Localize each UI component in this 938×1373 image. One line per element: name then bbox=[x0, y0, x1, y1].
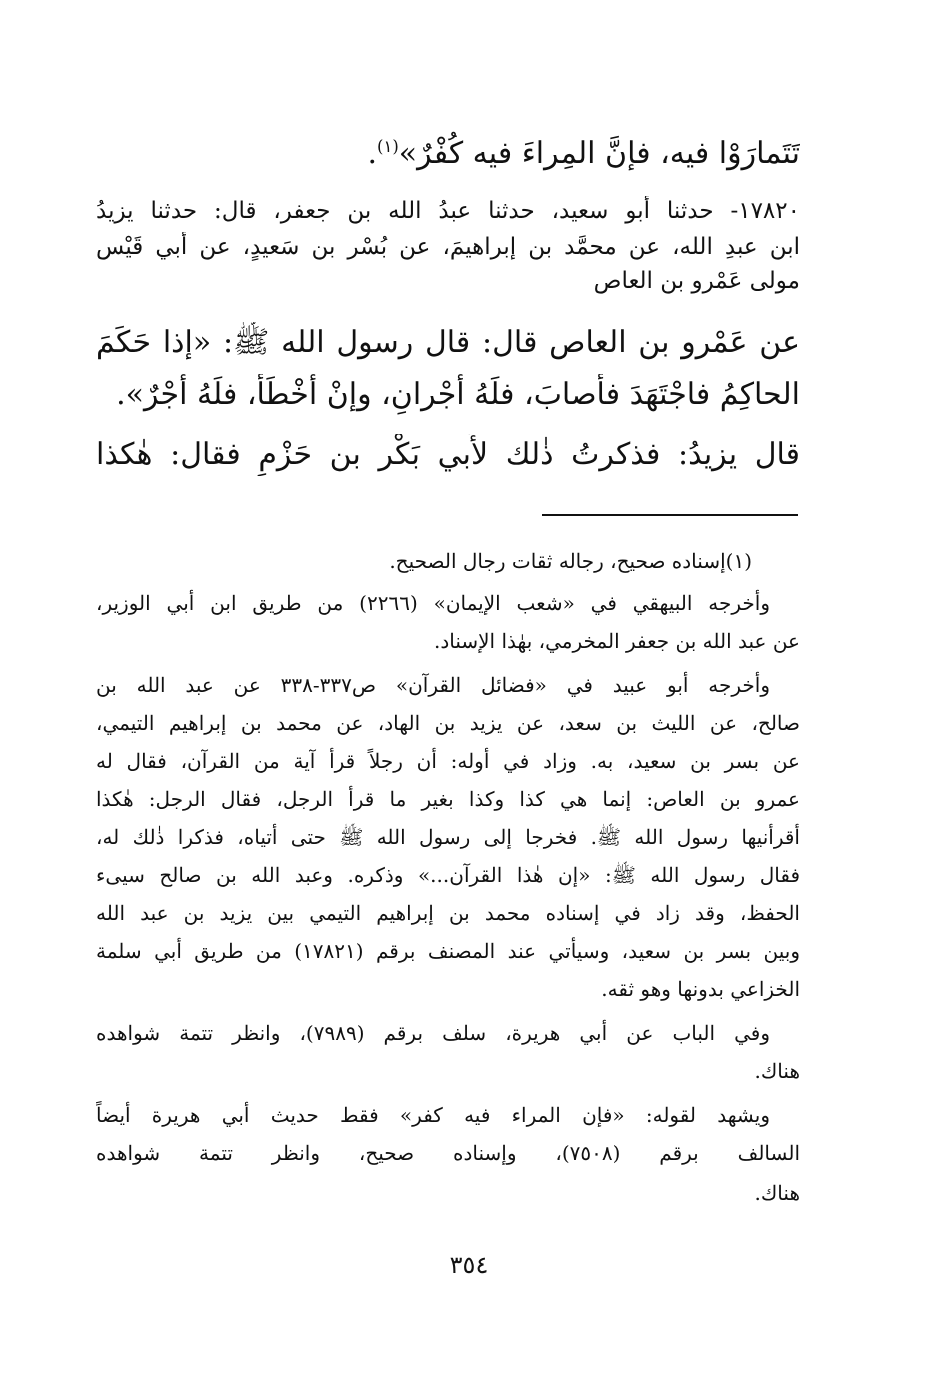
footnote-reference: (١) bbox=[377, 137, 399, 156]
footnote-line: وبين بسر بن سعيد، وسيأتي عند المصنف برقم (١٧٨٢١) من طريق أبي سلمة bbox=[96, 939, 800, 963]
footnote-line: عمرو بن العاص: إنما هي كذا وكذا بغير ما قرأ الرجل، فقال الرجل: هٰكذا bbox=[96, 787, 800, 811]
footnote-line: هناك. bbox=[754, 1059, 800, 1083]
footnote-line: الخزاعي بدونها وهو ثقه. bbox=[601, 977, 800, 1001]
footnote-line: وفي الباب عن أبي هريرة، سلف برقم (٧٩٨٩)، وانظر تتمة شواهده bbox=[96, 1021, 770, 1045]
footnote-line: صالح، عن الليث بن سعد، عن يزيد بن الهاد، عن محمد بن إبراهيم التيمي، bbox=[96, 711, 800, 735]
footnote-line: أقرأنيها رسول الله ﷺ. فخرجا إلى رسول الله ﷺ حتى أتياه، فذكرا ذٰلك له، bbox=[96, 825, 800, 849]
footnote-line: وأخرجه أبو عبيد في «فضائل القرآن» ص٣٣٧-٣٣٨ عن عبد الله بن bbox=[96, 673, 770, 697]
footnote-divider bbox=[542, 514, 798, 516]
matn-line: عن عَمْرو بن العاص قال: قال رسول الله ﷺ: «إذا حَكَمَ bbox=[96, 325, 800, 360]
footnote-line: ويشهد لقوله: «فإن المراء فيه كفر» فقط حديث أبي هريرة أيضاً bbox=[96, 1103, 770, 1127]
footnote-line: وأخرجه البيهقي في «شعب الإيمان» (٢٢٦٦) من طريق ابن أبي الوزير، bbox=[96, 591, 770, 615]
footnote-line: (١)إسناده صحيح، رجاله ثقات رجال الصحيح. bbox=[389, 549, 752, 573]
main-text-line: تَتَمارَوْا فيه، فإنَّ المِراءَ فيه كُفْرٌ»$^{(١)}$. bbox=[367, 136, 800, 171]
footnote-line: السالف برقم (٧٥٠٨)، وإسناده صحيح، وانظر تتمة شواهده bbox=[96, 1141, 800, 1165]
footnote-line: عن بسر بن سعيد، به. وزاد في أوله: أن رجلاً قرأ آية من القرآن، فقال له bbox=[96, 749, 800, 773]
footnote-line: الحفظ، وقد زاد في إسناده محمد بن إبراهيم التيمي بين يزيد بن عبد الله bbox=[96, 901, 800, 925]
isnad-line: ١٧٨٢٠- حدثنا أبو سعيد، حدثنا عبدُ الله بن جعفر، قال: حدثنا يزيدُ bbox=[96, 198, 800, 224]
isnad-line: ابن عبدِ الله، عن محمَّد بن إبراهيمَ، عن بُسْر بن سَعيدٍ، عن أبي قَيْس bbox=[96, 234, 800, 260]
footnote-line: فقال رسول الله ﷺ: «إن هٰذا القرآن...» وذكره. وعبد الله بن صالح سيىء bbox=[96, 863, 800, 887]
footnote-line: عن عبد الله بن جعفر المخرمي، بهٰذا الإسناد. bbox=[433, 629, 800, 653]
page-number: ٣٥٤ bbox=[449, 1251, 489, 1279]
footnote-line: هناك. bbox=[754, 1181, 800, 1205]
matn-line: قال يزيدُ: فذكرتُ ذٰلك لأَبي بَكْر بن حَزْمٍ فقال: هٰكذا bbox=[96, 437, 800, 472]
isnad-line: مولى عَمْرو بن العاص bbox=[593, 268, 800, 294]
matn-line: الحاكِمُ فاجْتَهَدَ فأَصابَ، فلَهُ أَجْرانِ، وإنْ أَخْطَأَ، فلَهُ أَجْرٌ». bbox=[116, 377, 800, 412]
